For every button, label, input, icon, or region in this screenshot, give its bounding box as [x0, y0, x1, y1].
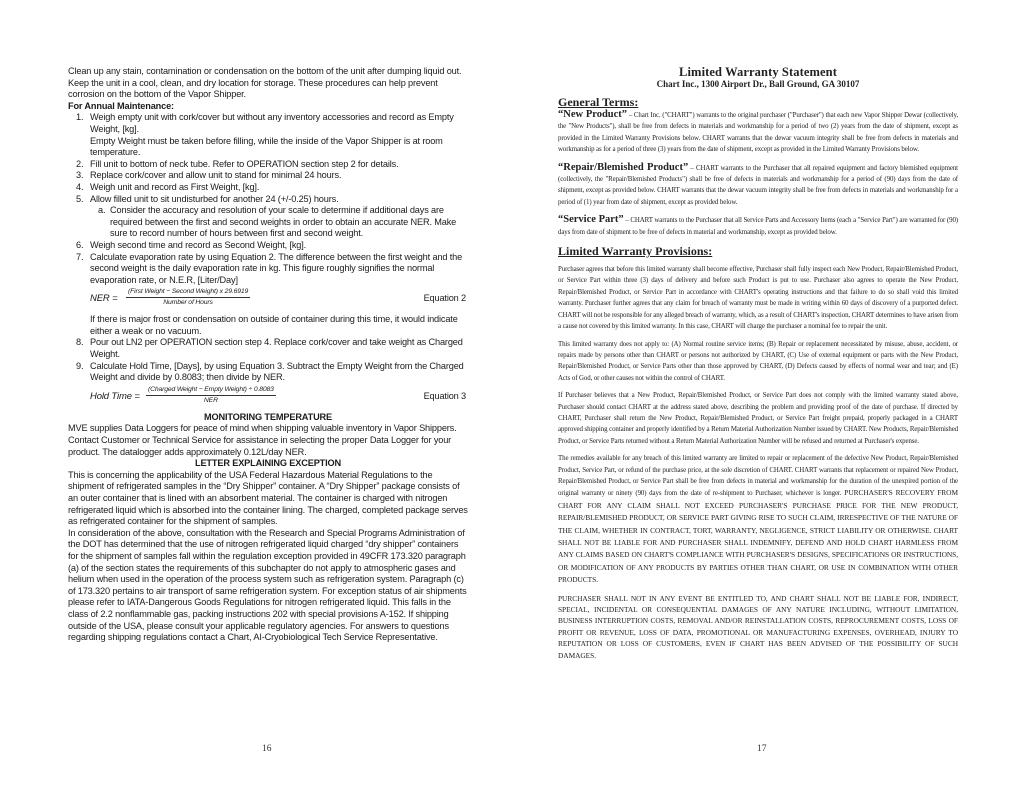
equation-2: [68, 288, 468, 310]
right-page: [512, 0, 1024, 801]
step-number: 4.: [76, 181, 84, 192]
substep-item: [68, 205, 468, 240]
substep-text: Consider the accuracy and resolution of your scale to determine if additional days are required between the first and second weights in order to obtain an accurate NER. Make sure to record number of hours between first and second weight.: [110, 205, 457, 239]
step-item: [76, 112, 468, 158]
substep-letter: a.: [98, 205, 106, 216]
step-number: 1.: [76, 112, 84, 123]
step-text: Allow filled unit to sit undisturbed for another 24 (+/-0.25) hours.: [90, 193, 339, 204]
new-product-label: “New Product”: [558, 109, 628, 120]
equation-2-label: Equation 2: [423, 293, 466, 304]
monitoring-temperature-text: MVE supplies Data Loggers for peace of mind when shipping valuable inventory in Vapor Shippers. Contact Customer or Technical Service for assistance in selecting the proper Data Logger for your product. The datalogger adds approximately 0.12L/day NER.: [68, 423, 457, 457]
step-number: 8.: [76, 337, 84, 348]
provisions-remedies-text: The remedies available for any breach of this limited warranty are limited to repair or replacement of the defective New Product, Repair/Blemished Product, Service Part, or refund of the purchase price, at the sole discretion of CHART. CHART warrants that replacement or repaired New Product, Repair/Blemished Product, or Service Part shall be free from defects in material and workmanship for the duration of the unexpired portion of the original warranty or ninety (90) days from the date of re-shipment to Purchaser, whichever is longer.: [558, 455, 958, 498]
general-terms-heading: General Terms:: [558, 95, 639, 109]
provisions-heading: Limited Warranty Provisions:: [558, 244, 713, 259]
provisions-recovery-caps: PURCHASER'S RECOVERY FROM CHART FOR ANY CLAIM SHALL NOT EXCEED PURCHASER'S PURCHASE PRICE FOR THE NEW PRODUCT, REPAIR/BLEMISHED PRODUCT, OR SERVICE PART GIVING RISE TO SUCH CLAIM, IRRESPECTIVE OF THE NATURE OF THE CLAIM, WHETHER IN CONTRACT, TORT, WARRANTY, NEGLIGENCE, STRICT LIABILITY OR OTHERWISE. CHART SHALL NOT BE LIABLE FOR AND PURCHASER SHALL INDEMNIFY, DEFEND AND HOLD CHART HARMLESS FROM ANY CLAIMS BASED ON CHART'S COMPLIANCE WITH PURCHASER'S DESIGNS, SPECIFICATIONS OR INSTRUCTIONS, OR MODIFICATION OF ANY PRODUCTS BY PARTIES OTHER THAN CHART, OR USE IN COMBINATION WITH OTHER PRODUCTS.: [558, 488, 958, 585]
equation-2-denominator: Number of Hours: [163, 299, 213, 307]
step-item: [76, 361, 468, 384]
provisions-paragraph-2: This limited warranty does not apply to: (A) Normal routine service items; (B) Repair or replacement necessitated by misuse, abuse, accident, or repairs made by persons other than CHART or persons not authorized by CHART, (C) Use of external equipment or parts with the New Product, Repair/Blemished Product, or Service Parts other than those approved by CHART, (D) Defects caused by effects of normal wear and tear; and (E) Acts of God, or other causes not within the control of CHART.: [558, 340, 958, 382]
step-number: 2.: [76, 158, 84, 169]
intro-paragraph: Clean up any stain, contamination or condensation on the bottom of the unit after dumping liquid out. Keep the unit in a cool, clean, and dry location for storage. These procedures can help prevent corrosion on the bottom of the Vapor Shipper.: [68, 66, 462, 100]
service-part-text: – CHART warrants to the Purchaser that all Service Parts and Accessory Items (each a "Service Part") are warranted for (90) days from date of shipment to be free of defects in material and workmanship, except as provided below.: [558, 217, 958, 236]
equation-3-label: Equation 3: [423, 390, 466, 401]
equation-3: [68, 386, 468, 408]
page-number-left: 16: [262, 744, 272, 754]
letter-paragraph-2: In consideration of the above, consultation with the Research and Special Programs Administration of the DOT has determined that the use of nitrogen refrigerated liquid charged “dry shipper” containers for the shipment of samples fall within the regulation exception provided in 49CFR 173.320 paragraph (a) of the section states the requirements of this subchapter do not apply to atmospheric gases and helium when used in the operation of the process system such as refrigeration system. Paragraph (c) of 173.320 pertains to air transport of same refrigeration system. For exception status of air shipments please refer to IATA-Dangerous Goods Regulations for nitrogen refrigerated liquid. This falls in the class of 2.2 nonflammable gas, packing instructions 202 with special provisions A-152. If shipping outside of the USA, please consult your applicable regulatory agencies. For answers to questions regarding shipping regulations contact a Chart, AI-Cryobiological Tech Service Representative.: [68, 527, 467, 643]
frost-note: If there is major frost or condensation on outside of container during this time, it would indicate either a weak or no vacuum.: [90, 314, 458, 336]
repair-product-text: – CHART warrants to the Purchaser that all repaired equipment and factory blemished equipment (collectively, the "Repair/Blemished Products") shall be free of defects in materials and workmanship for a period of (90) days from the date of shipment, except as provided below. CHART warrants that the dewar vacuum integrity shall be free from defects in materials and workmanship for a period of (1) year from date of shipment, except as provided below.: [558, 164, 958, 206]
step-item: [76, 337, 468, 360]
monitoring-temperature-heading: MONITORING TEMPERATURE: [203, 411, 333, 422]
new-product-terms: [558, 109, 958, 156]
step-item: [76, 240, 468, 252]
step-text: Calculate Hold Time, [Days], by using Equation 3. Subtract the Empty Weight from the Charged Weight and divide by 0.8083; then divide by NER.: [90, 360, 464, 383]
repair-product-label: “Repair/Blemished Product”: [558, 161, 689, 173]
page-number-right: 17: [757, 744, 767, 754]
equation-2-lhs: NER =: [90, 293, 118, 305]
equation-2-fraction: [126, 288, 250, 307]
annual-maintenance-heading: For Annual Maintenance:: [68, 100, 174, 111]
warranty-title: Limited Warranty Statement: [679, 65, 837, 79]
equation-3-numerator: (Charged Weight − Empty Weight) ÷ 0.8083: [146, 386, 276, 396]
step-number: 6.: [76, 239, 84, 250]
service-part-terms: [558, 214, 958, 238]
step-text: Calculate evaporation rate by using Equation 2. The difference between the first weight and the second weight is the daily evaporation rate in kg. This figure roughly signifies the normal evaporation rate, or N.E.R, [Liter/Day]: [90, 251, 463, 285]
provisions-paragraph-3: If Purchaser believes that a New Product, Repair/Blemished Product, or Service Part does not comply with the limited warranty stated above, Purchaser should contact CHART at the address stated above, describing the problem and providing proof of the date of purchase. If directed by CHART, Purchaser shall return the New Product, Repair/Blemished Product, or Service Part freight prepaid, properly packaged in a CHART approved shipping container and properly identified by a Return Material Authorization Number issued by CHART. New Products, Repair/Blemished Product, or Service Parts returned without a Return Material Authorization Number will be refused and returned at Purchaser's expense.: [558, 392, 958, 445]
step-text: Fill unit to bottom of neck tube. Refer to OPERATION section step 2 for details.: [90, 158, 399, 169]
step-text: Weigh unit and record as First Weight, [kg].: [90, 181, 260, 192]
step-item: [76, 194, 468, 206]
letter-paragraph-1: This is concerning the applicability of the USA Federal Hazardous Material Regulations to the shipment of refrigerated samples in the “Dry Shipper” container. A “Dry Shipper” package consists of an outer container that is lined with an absorbent material. The container is charged with nitrogen refrigerated liquid which is absorbed into the container lining. The charged, completed package serves as refrigerated container for the shipment of samples.: [68, 469, 468, 527]
service-part-label: “Service Part”: [558, 214, 624, 226]
new-product-text: – Chart Inc. ("CHART") warrants to the original purchaser ("Purchaser") that each new Vapor Shipper Dewar (collectively, the "New Products"), shall be free from defects in materials and workmanship for a period of two (2) years from the date of shipment, except as provided in the Limited Warranty Provisions below. CHART warrants that the dewar vacuum integrity shall be free from defects in materials and workmanship as for a period of three (3) years from the date of shipment, except as provided in the Limited Warranty Provisions below.: [558, 112, 958, 154]
provisions-paragraph-5: PURCHASER SHALL NOT IN ANY EVENT BE ENTITLED TO, AND CHART SHALL NOT BE LIABLE FOR, INDIRECT, SPECIAL, INCIDENTAL OR CONSEQUENTIAL DAMAGES OF ANY NATURE INCLUDING, WITHOUT LIMITATION, BUSINESS INTERRUPTION COSTS, REMOVAL AND/OR REINSTALLATION COSTS, REPROCUREMENT COSTS, LOSS OF PROFIT OR REVENUE, LOSS OF DATA, PROMOTIONAL OR MANUFACTURING EXPENSES, OVERHEAD, INJURY TO REPUTATION OR LOSS OF CUSTOMERS, EVEN IF CHART HAS BEEN ADVISED OF THE POSSIBILITY OF SUCH DAMAGES.: [558, 593, 958, 660]
step-number: 3.: [76, 170, 84, 181]
step-number: 9.: [76, 360, 84, 371]
repair-product-terms: [558, 162, 958, 209]
step-item: [76, 182, 468, 194]
step-text: Weigh second time and record as Second Weight, [kg].: [90, 239, 307, 250]
letter-exception-heading: LETTER EXPLAINING EXCEPTION: [194, 458, 342, 469]
step-item: [76, 159, 468, 171]
maintenance-steps-final: [76, 337, 468, 383]
equation-3-lhs: Hold Time =: [90, 390, 140, 402]
step-item: [76, 170, 468, 182]
step-text: Weigh empty unit with cork/cover but without any inventory accessories and record as Empty Weight, [kg].: [90, 112, 454, 134]
maintenance-steps-cont: [76, 240, 468, 286]
step-text: Pour out LN2 per OPERATION section step 4. Replace cork/cover and take weight as Charged Weight.: [90, 337, 463, 360]
provisions-paragraph-1: Purchaser agrees that before this limited warranty shall become effective, Purchaser shall fully inspect each New Product, Repair/Blemished Product, or Service Part within three (3) days of delivery and before such Product is put to use. Purchaser also agrees to operate the New Product, Repair/Blemished Product, or Service Part in accordance with CHART's operating instructions and that failure to do so shall void this limited warranty. Purchaser further agrees that any claim for breach of warranty must be made in writing within 60 days of discovery of a purported defect. CHART will not be responsible for any alleged breach of warranty, which, as a result of CHART's inspection, CHART determines to have arisen from a cause not covered by this limited warranty. In this case, CHART will charge the purchaser a nominal fee to repair the unit.: [558, 266, 958, 331]
step-number: 7.: [76, 251, 84, 262]
equation-3-fraction: [146, 386, 276, 405]
step-number: 5.: [76, 193, 84, 204]
warranty-content: [558, 66, 958, 661]
left-page-content: [68, 66, 468, 644]
warranty-address: Chart Inc., 1300 Airport Dr., Ball Ground, GA 30107: [656, 79, 860, 89]
provisions-paragraph-4: [558, 453, 958, 586]
maintenance-steps: [76, 112, 468, 205]
equation-3-denominator: NER: [203, 396, 218, 404]
step-note: Empty Weight must be taken before filling, while the inside of the Vapor Shipper is at room temperature.: [90, 135, 443, 158]
step-text: Replace cork/cover and allow unit to stand for minimal 24 hours.: [90, 170, 342, 181]
equation-2-numerator: (First Weight − Second Weight) x 29.6919: [126, 288, 250, 298]
step-item: [76, 252, 468, 287]
